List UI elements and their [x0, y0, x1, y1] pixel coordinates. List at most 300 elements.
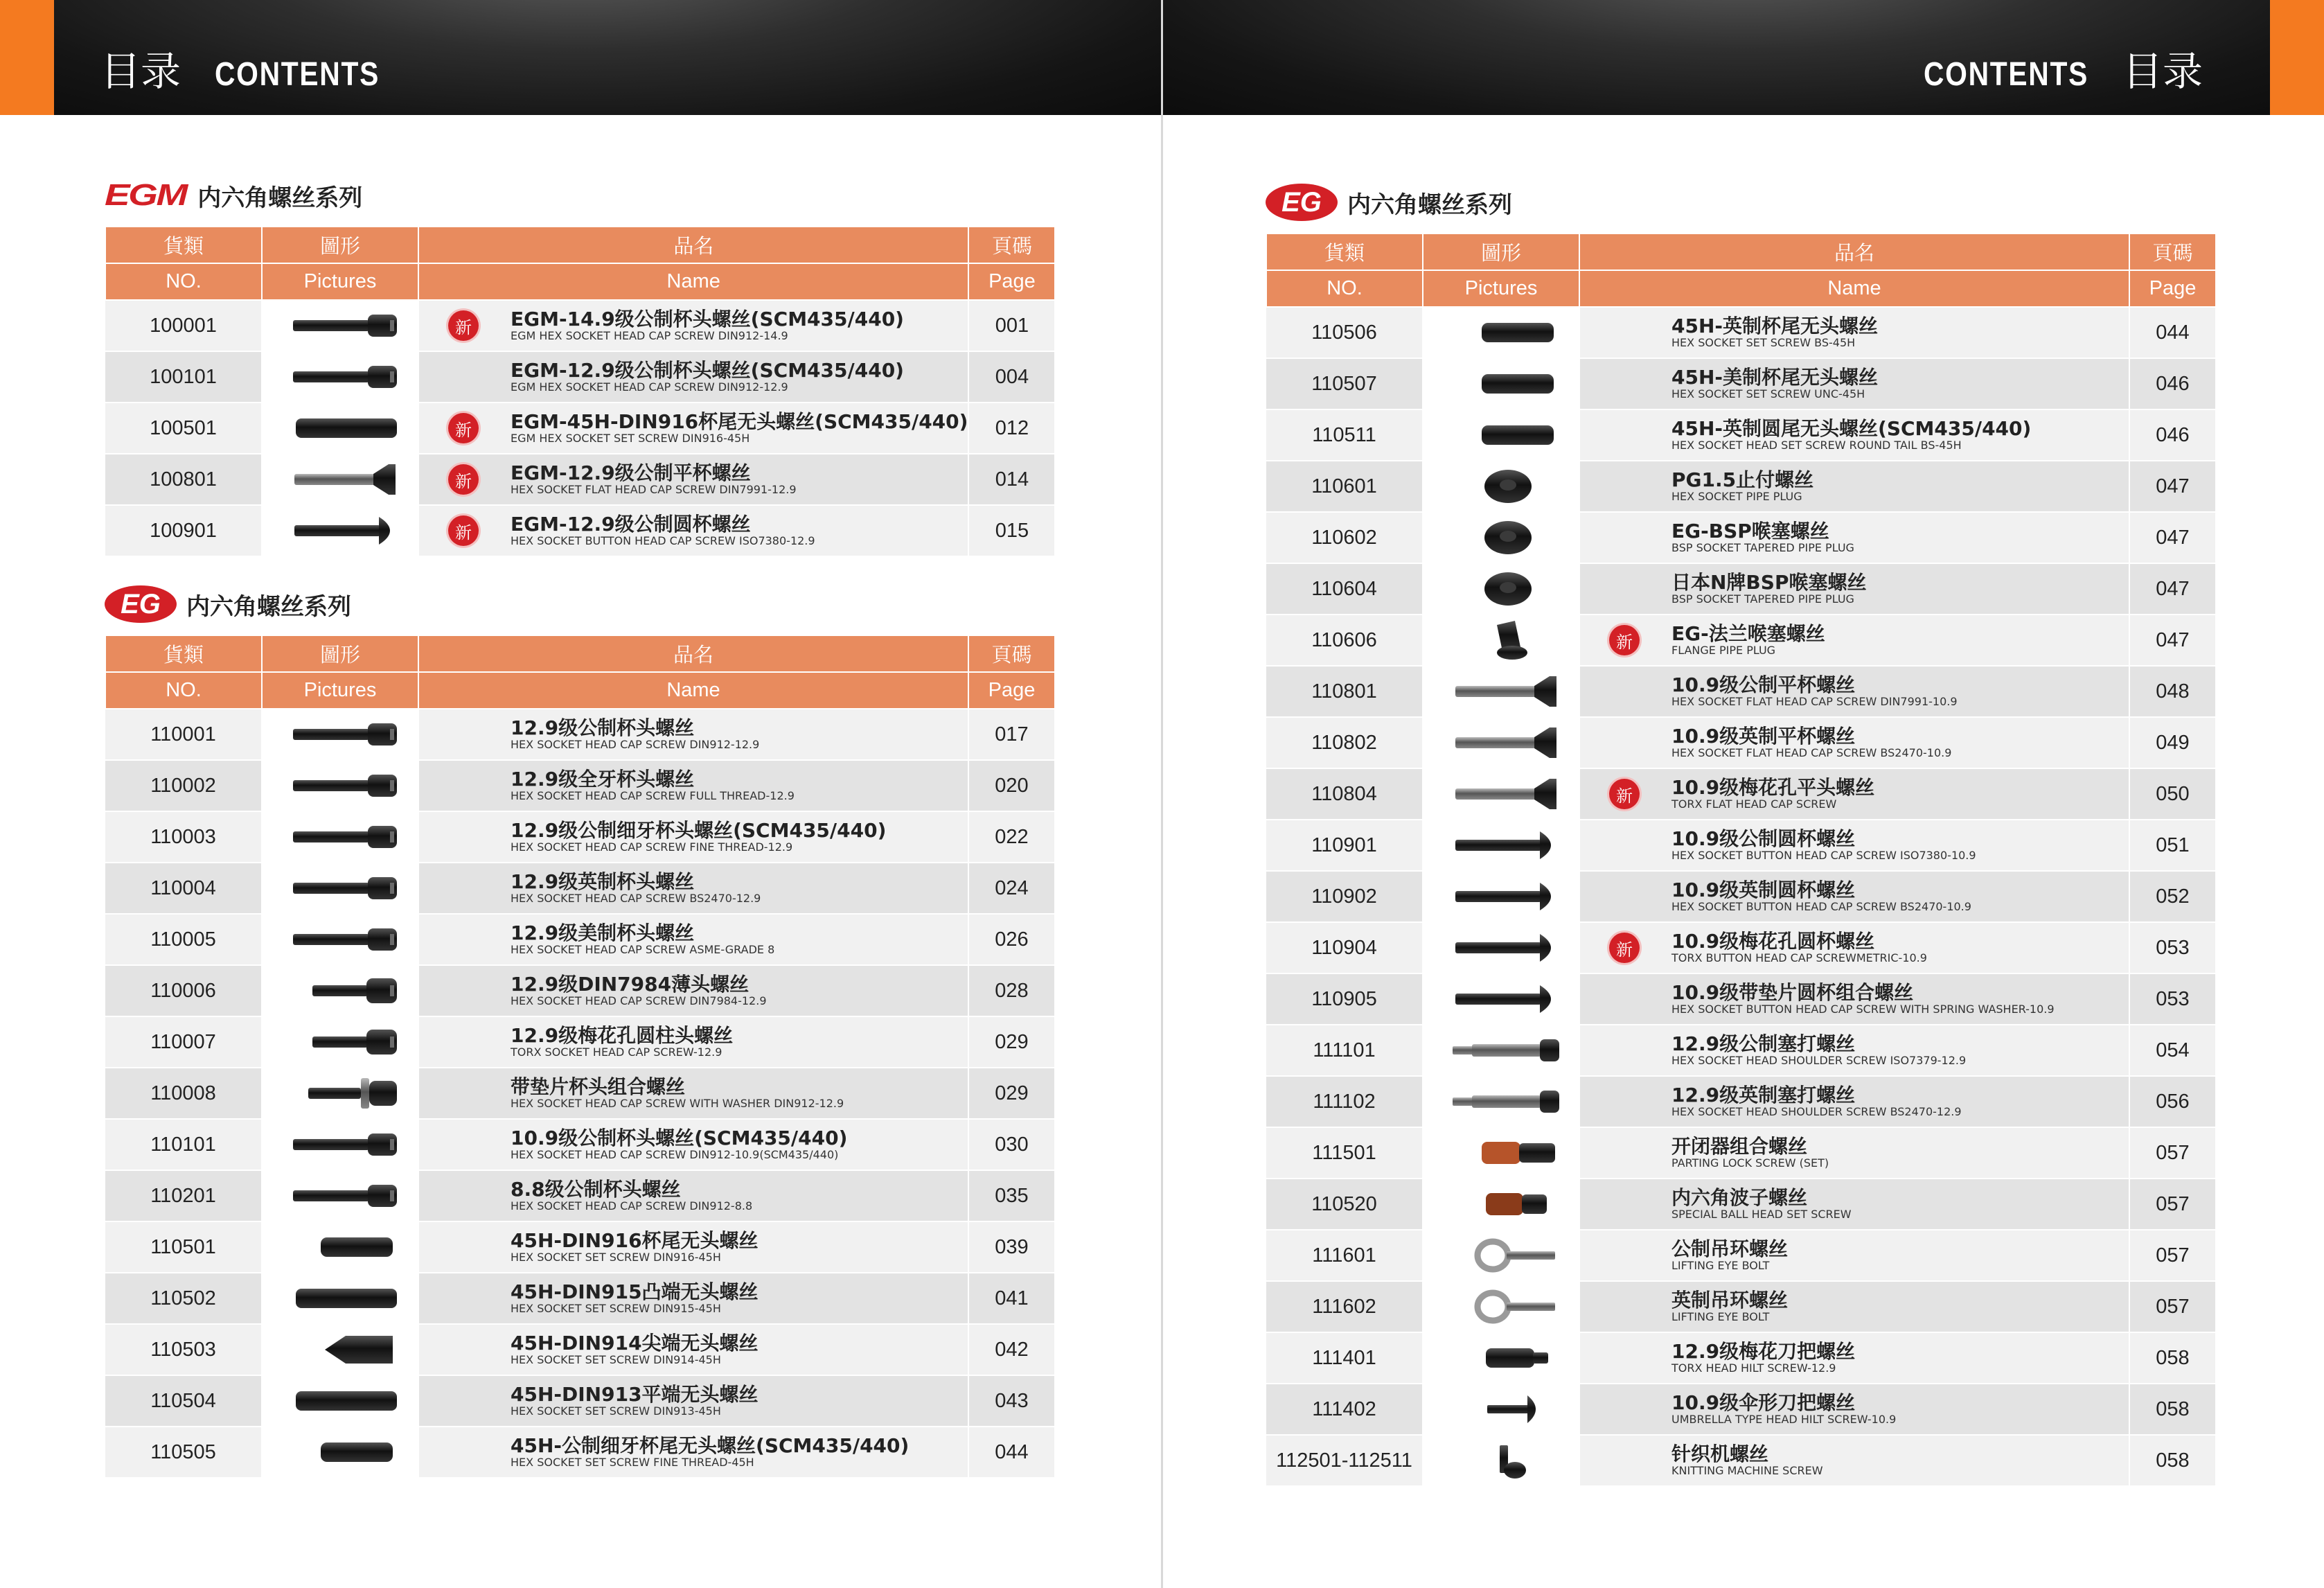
- page-number[interactable]: 057: [2129, 1230, 2216, 1281]
- item-name-en: HEX SOCKET HEAD CAP SCREW ASME-GRADE 8: [511, 943, 775, 956]
- item-number: 100001: [105, 300, 262, 351]
- page-title: [100, 39, 394, 97]
- page-number[interactable]: 017: [968, 709, 1055, 760]
- page-number[interactable]: 035: [968, 1170, 1055, 1221]
- item-name: [1579, 871, 2129, 922]
- section-title-text: 内六角螺丝系列: [1347, 191, 1512, 219]
- item-name-cn: 内六角波子螺丝: [1671, 1186, 1808, 1209]
- short-set-screw-icon: [1423, 358, 1579, 409]
- item-number: 110002: [105, 760, 262, 811]
- ball-set-screw-icon: [1423, 1179, 1579, 1230]
- page-number[interactable]: 029: [968, 1016, 1055, 1068]
- short-set-screw-icon: [262, 1427, 418, 1478]
- table-row[interactable]: [1266, 1384, 2216, 1435]
- page-number[interactable]: 046: [2129, 358, 2216, 409]
- item-name-cn: PG1.5止付螺丝: [1671, 468, 1814, 491]
- item-name-cn: 12.9级公制细牙杯头螺丝(SCM435/440): [511, 819, 887, 842]
- page-number[interactable]: 057: [2129, 1281, 2216, 1332]
- cap-screw-icon: [262, 1119, 418, 1170]
- table-row[interactable]: [1266, 922, 2216, 973]
- item-number: 110504: [105, 1375, 262, 1427]
- item-name-cn: EG-法兰喉塞螺丝: [1671, 622, 1825, 645]
- item-name-en: HEX SOCKET SET SCREW BS-45H: [1671, 336, 1856, 349]
- table-header-row: [105, 227, 1055, 263]
- table-row[interactable]: [1266, 820, 2216, 871]
- page-number[interactable]: 029: [968, 1068, 1055, 1119]
- table-row[interactable]: [105, 914, 1055, 965]
- item-name-cn: EGM-12.9级公制杯头螺丝(SCM435/440): [511, 359, 904, 382]
- short-set-screw-icon: [1423, 409, 1579, 461]
- table-header-row: [105, 672, 1055, 709]
- item-name-cn: 45H-美制杯尾无头螺丝: [1671, 366, 1879, 389]
- item-name-cn: 10.9级英制平杯螺丝: [1671, 725, 1856, 748]
- new-badge: 新: [1609, 779, 1640, 809]
- page-number[interactable]: 047: [2129, 461, 2216, 512]
- cap-screw-icon: [262, 914, 418, 965]
- item-name: [418, 914, 968, 965]
- washer-screw-icon: [262, 1068, 418, 1119]
- item-number: 111601: [1266, 1230, 1423, 1281]
- item-number: 110502: [105, 1273, 262, 1324]
- table-row[interactable]: [105, 760, 1055, 811]
- item-name: [1579, 1384, 2129, 1435]
- item-name: [418, 863, 968, 914]
- page-number[interactable]: 044: [2129, 307, 2216, 358]
- item-name-en: HEX SOCKET SET SCREW DIN913-45H: [511, 1404, 721, 1418]
- item-name-en: FLANGE PIPE PLUG: [1671, 644, 1776, 657]
- item-name: [1579, 666, 2129, 717]
- column-header: Name: [418, 672, 968, 709]
- page-title: [1909, 39, 2203, 97]
- page-number[interactable]: 012: [968, 403, 1055, 454]
- column-header: Name: [1579, 270, 2129, 307]
- eg-logo: EG: [1266, 184, 1338, 221]
- page-number[interactable]: 022: [968, 811, 1055, 863]
- column-header: 貨類: [1266, 233, 1423, 270]
- item-name-cn: 12.9级公制塞打螺丝: [1671, 1032, 1856, 1055]
- item-name-cn: 12.9级全牙杯头螺丝: [511, 768, 695, 791]
- item-name: [418, 760, 968, 811]
- column-header: 圖形: [262, 227, 418, 263]
- item-number: 110506: [1266, 307, 1423, 358]
- item-number: 111402: [1266, 1384, 1423, 1435]
- orange-accent-bar: [2270, 0, 2324, 115]
- column-header: 頁碼: [968, 635, 1055, 672]
- table-header-row: [1266, 233, 2216, 270]
- page-number[interactable]: 050: [2129, 768, 2216, 820]
- item-name-en: TORX HEAD HILT SCREW-12.9: [1671, 1361, 1836, 1375]
- item-name-cn: 10.9级梅花孔圆杯螺丝: [1671, 930, 1875, 953]
- column-header: Page: [2129, 270, 2216, 307]
- section-title: [105, 583, 1056, 625]
- item-name-cn: 45H-DIN913平端无头螺丝: [511, 1383, 759, 1406]
- page-number[interactable]: 057: [2129, 1127, 2216, 1179]
- item-name-en: HEX SOCKET SET SCREW UNC-45H: [1671, 387, 1865, 400]
- title-en: CONTENTS: [215, 56, 380, 93]
- item-name: [1579, 358, 2129, 409]
- page-number[interactable]: 001: [968, 300, 1055, 351]
- item-name-cn: 10.9级带垫片圆杯组合螺丝: [1671, 981, 1914, 1004]
- column-header: NO.: [1266, 270, 1423, 307]
- item-name-en: HEX SOCKET HEAD CAP SCREW FINE THREAD-12.9: [511, 840, 793, 854]
- item-name-cn: 带垫片杯头组合螺丝: [511, 1075, 686, 1098]
- item-name-en: TORX SOCKET HEAD CAP SCREW-12.9: [511, 1046, 722, 1059]
- item-name-cn: 日本N牌BSP喉塞螺丝: [1671, 571, 1867, 594]
- table-row[interactable]: [1266, 871, 2216, 922]
- table-row[interactable]: [105, 1068, 1055, 1119]
- table-row[interactable]: [105, 1324, 1055, 1375]
- column-header: 圖形: [262, 635, 418, 672]
- item-name-en: BSP SOCKET TAPERED PIPE PLUG: [1671, 541, 1854, 554]
- column-header: Pictures: [262, 263, 418, 300]
- button-head-screw-icon: [1423, 820, 1579, 871]
- item-number: 100501: [105, 403, 262, 454]
- item-name: [1579, 820, 2129, 871]
- item-name-cn: 12.9级英制塞打螺丝: [1671, 1084, 1856, 1106]
- short-cap-screw-icon: [262, 965, 418, 1016]
- table-row[interactable]: [1266, 1179, 2216, 1230]
- page-number[interactable]: 044: [968, 1427, 1055, 1478]
- item-number: 110602: [1266, 512, 1423, 563]
- item-name: [1579, 307, 2129, 358]
- table-row[interactable]: [105, 505, 1055, 556]
- flat-head-screw-icon: [1423, 717, 1579, 768]
- item-name-cn: 45H-英制圆尾无头螺丝(SCM435/440): [1671, 417, 2032, 440]
- egm-section: [105, 175, 1056, 557]
- title-cn: 目录: [2122, 48, 2203, 95]
- item-name: [1579, 922, 2129, 973]
- item-number: 110801: [1266, 666, 1423, 717]
- item-name: [1579, 768, 2129, 820]
- page-number[interactable]: 053: [2129, 973, 2216, 1025]
- item-number: 110003: [105, 811, 262, 863]
- new-badge: 新: [1609, 933, 1640, 963]
- cap-screw-icon: [262, 760, 418, 811]
- table-row[interactable]: [1266, 615, 2216, 666]
- page-number[interactable]: 028: [968, 965, 1055, 1016]
- item-number: 110507: [1266, 358, 1423, 409]
- table-header-row: [1266, 270, 2216, 307]
- column-header: 圖形: [1423, 233, 1579, 270]
- page-number[interactable]: 042: [968, 1324, 1055, 1375]
- item-name: [1579, 461, 2129, 512]
- table-row[interactable]: [105, 351, 1055, 403]
- set-screw-icon: [262, 403, 418, 454]
- hilt-screw-icon: [1423, 1332, 1579, 1384]
- item-number: 110901: [1266, 820, 1423, 871]
- item-name-cn: 12.9级DIN7984薄头螺丝: [511, 973, 749, 996]
- section-title-text: 内六角螺丝系列: [197, 184, 363, 212]
- item-name-en: HEX SOCKET PIPE PLUG: [1671, 490, 1802, 503]
- item-name-en: HEX SOCKET HEAD CAP SCREW BS2470-12.9: [511, 892, 761, 905]
- page-number[interactable]: 054: [2129, 1025, 2216, 1076]
- item-name-cn: 10.9级伞形刀把螺丝: [1671, 1391, 1856, 1414]
- table-row[interactable]: [1266, 307, 2216, 358]
- item-number: 110606: [1266, 615, 1423, 666]
- parting-lock-screw-icon: [1423, 1127, 1579, 1179]
- item-number: 110007: [105, 1016, 262, 1068]
- item-name-en: SPECIAL BALL HEAD SET SCREW: [1671, 1208, 1852, 1221]
- item-name: [418, 1170, 968, 1221]
- page-number[interactable]: 026: [968, 914, 1055, 965]
- page-number[interactable]: 058: [2129, 1332, 2216, 1384]
- page-number[interactable]: 020: [968, 760, 1055, 811]
- item-name-en: HEX SOCKET SET SCREW DIN914-45H: [511, 1353, 721, 1366]
- item-name: [1579, 1076, 2129, 1127]
- new-badge: 新: [448, 515, 479, 546]
- table-row[interactable]: [105, 1119, 1055, 1170]
- column-header: Name: [418, 263, 968, 300]
- shoulder-screw-icon: [1423, 1076, 1579, 1127]
- cap-screw-icon: [262, 351, 418, 403]
- item-name-cn: 10.9级公制平杯螺丝: [1671, 673, 1856, 696]
- table-row[interactable]: [105, 403, 1055, 454]
- item-number: 110101: [105, 1119, 262, 1170]
- item-name: [418, 454, 968, 505]
- item-name: [418, 1016, 968, 1068]
- item-name: [1579, 563, 2129, 615]
- title-en: CONTENTS: [1923, 56, 2088, 93]
- item-name-en: HEX SOCKET FLAT HEAD CAP SCREW DIN7991-12.9: [511, 483, 797, 496]
- item-name: [418, 1324, 968, 1375]
- flat-head-screw-icon: [1423, 768, 1579, 820]
- knitting-screw-icon: [1423, 1435, 1579, 1486]
- item-name-en: HEX SOCKET HEAD SHOULDER SCREW ISO7379-12.9: [1671, 1054, 1967, 1067]
- new-badge: 新: [448, 310, 479, 341]
- page-number[interactable]: 046: [2129, 409, 2216, 461]
- item-number: 112501-112511: [1266, 1435, 1423, 1486]
- page-number[interactable]: 053: [2129, 922, 2216, 973]
- table-row[interactable]: [1266, 1025, 2216, 1076]
- eg-section-right: [1266, 182, 2217, 1487]
- table-row[interactable]: [105, 1016, 1055, 1068]
- header-left: [0, 0, 1162, 115]
- button-head-screw-icon: [1423, 922, 1579, 973]
- item-name-en: LIFTING EYE BOLT: [1671, 1259, 1770, 1272]
- item-name-en: HEX SOCKET BUTTON HEAD CAP SCREW BS2470-10.9: [1671, 900, 1971, 913]
- button-head-screw-icon: [1423, 973, 1579, 1025]
- item-name: [418, 300, 968, 351]
- item-name-cn: 12.9级美制杯头螺丝: [511, 921, 695, 944]
- item-name-en: HEX SOCKET HEAD SHOULDER SCREW BS2470-12.9: [1671, 1105, 1962, 1118]
- page-number[interactable]: 039: [968, 1221, 1055, 1273]
- table-row[interactable]: [1266, 973, 2216, 1025]
- item-name-en: EGM HEX SOCKET SET SCREW DIN916-45H: [511, 432, 750, 445]
- item-number: 110804: [1266, 768, 1423, 820]
- title-cn: 目录: [100, 48, 181, 95]
- item-name-en: EGM HEX SOCKET HEAD CAP SCREW DIN912-12.9: [511, 380, 788, 394]
- page-number[interactable]: 014: [968, 454, 1055, 505]
- item-name-cn: 10.9级公制圆杯螺丝: [1671, 827, 1856, 850]
- item-number: 110005: [105, 914, 262, 965]
- table-row[interactable]: [1266, 1076, 2216, 1127]
- item-number: 110520: [1266, 1179, 1423, 1230]
- item-name-en: HEX SOCKET FLAT HEAD CAP SCREW BS2470-10.9: [1671, 746, 1952, 759]
- page-number[interactable]: 052: [2129, 871, 2216, 922]
- item-name: [1579, 1127, 2129, 1179]
- page-number[interactable]: 058: [2129, 1435, 2216, 1486]
- item-name-en: HEX SOCKET SET SCREW DIN915-45H: [511, 1302, 721, 1315]
- flange-plug-icon: [1423, 615, 1579, 666]
- item-number: 110902: [1266, 871, 1423, 922]
- item-number: 100901: [105, 505, 262, 556]
- item-number: 111602: [1266, 1281, 1423, 1332]
- table-row[interactable]: [1266, 409, 2216, 461]
- column-header: 品名: [1579, 233, 2129, 270]
- item-name-cn: 12.9级英制杯头螺丝: [511, 870, 695, 893]
- table-row[interactable]: [105, 1375, 1055, 1427]
- page-number[interactable]: 015: [968, 505, 1055, 556]
- table-row[interactable]: [105, 1221, 1055, 1273]
- table-header-row: [105, 263, 1055, 300]
- column-header: NO.: [105, 672, 262, 709]
- short-set-screw-icon: [1423, 307, 1579, 358]
- table-row[interactable]: [105, 1273, 1055, 1324]
- item-number: 100101: [105, 351, 262, 403]
- pipe-plug-icon: [1423, 563, 1579, 615]
- item-name-en: PARTING LOCK SCREW (SET): [1671, 1156, 1829, 1170]
- item-name: [1579, 1179, 2129, 1230]
- item-number: 110604: [1266, 563, 1423, 615]
- table-row[interactable]: [1266, 461, 2216, 512]
- item-name-en: HEX SOCKET HEAD CAP SCREW FULL THREAD-12.9: [511, 789, 795, 802]
- orange-accent-bar: [0, 0, 54, 115]
- table-row[interactable]: [1266, 1127, 2216, 1179]
- contents-table: [105, 635, 1056, 1479]
- table-row[interactable]: [1266, 358, 2216, 409]
- table-row[interactable]: [1266, 1332, 2216, 1384]
- set-screw-icon: [262, 1273, 418, 1324]
- item-name: [1579, 512, 2129, 563]
- table-row[interactable]: [1266, 666, 2216, 717]
- table-row[interactable]: [1266, 1230, 2216, 1281]
- item-name-en: UMBRELLA TYPE HEAD HILT SCREW-10.9: [1671, 1413, 1897, 1426]
- item-name: [1579, 1230, 2129, 1281]
- item-name-en: HEX SOCKET HEAD SET SCREW ROUND TAIL BS-45H: [1671, 439, 1962, 452]
- item-name-cn: 45H-DIN916杯尾无头螺丝: [511, 1229, 759, 1252]
- new-badge: 新: [448, 464, 479, 495]
- page-number[interactable]: 041: [968, 1273, 1055, 1324]
- item-number: 110201: [105, 1170, 262, 1221]
- table-row[interactable]: [105, 300, 1055, 351]
- item-number: 110802: [1266, 717, 1423, 768]
- page-number[interactable]: 047: [2129, 615, 2216, 666]
- cap-screw-icon: [262, 863, 418, 914]
- eg-logo: EG: [105, 585, 177, 623]
- table-row[interactable]: [1266, 717, 2216, 768]
- table-row[interactable]: [105, 454, 1055, 505]
- item-name: [418, 1119, 968, 1170]
- column-header: 頁碼: [968, 227, 1055, 263]
- item-name: [418, 811, 968, 863]
- item-number: 111401: [1266, 1332, 1423, 1384]
- item-name-cn: 45H-公制细牙杯尾无头螺丝(SCM435/440): [511, 1434, 910, 1457]
- item-name-en: HEX SOCKET SET SCREW FINE THREAD-45H: [511, 1456, 754, 1469]
- eye-bolt-icon: [1423, 1281, 1579, 1332]
- table-row[interactable]: [1266, 768, 2216, 820]
- contents-table: [105, 226, 1056, 557]
- item-number: 110501: [105, 1221, 262, 1273]
- item-number: 110905: [1266, 973, 1423, 1025]
- table-row[interactable]: [1266, 1435, 2216, 1486]
- item-name: [418, 1375, 968, 1427]
- item-name-en: HEX SOCKET SET SCREW DIN916-45H: [511, 1251, 721, 1264]
- item-name-cn: 公制吊环螺丝: [1671, 1237, 1789, 1260]
- page-number[interactable]: 030: [968, 1119, 1055, 1170]
- item-name: [1579, 1332, 2129, 1384]
- item-name: [418, 403, 968, 454]
- table-row[interactable]: [105, 1170, 1055, 1221]
- item-name-cn: 45H-英制杯尾无头螺丝: [1671, 315, 1879, 337]
- table-row[interactable]: [1266, 563, 2216, 615]
- cap-screw-icon: [262, 300, 418, 351]
- item-name: [418, 505, 968, 556]
- item-name-cn: 45H-DIN915凸端无头螺丝: [511, 1280, 759, 1303]
- page-number[interactable]: 004: [968, 351, 1055, 403]
- item-number: 110004: [105, 863, 262, 914]
- item-name-en: HEX SOCKET HEAD CAP SCREW DIN912-10.9(SCM435/440): [511, 1148, 839, 1161]
- item-name: [1579, 1435, 2129, 1486]
- column-header: Page: [968, 672, 1055, 709]
- page-number[interactable]: 057: [2129, 1179, 2216, 1230]
- item-name-en: EGM HEX SOCKET HEAD CAP SCREW DIN912-14.9: [511, 329, 788, 342]
- item-name-en: HEX SOCKET HEAD CAP SCREW DIN912-8.8: [511, 1199, 753, 1212]
- new-badge: 新: [1609, 625, 1640, 655]
- item-name-cn: 10.9级梅花孔平头螺丝: [1671, 776, 1875, 799]
- table-row[interactable]: [1266, 1281, 2216, 1332]
- table-row[interactable]: [105, 709, 1055, 760]
- page-number[interactable]: 048: [2129, 666, 2216, 717]
- table-header-row: [105, 635, 1055, 672]
- item-name: [418, 1273, 968, 1324]
- item-name: [1579, 717, 2129, 768]
- item-name: [418, 351, 968, 403]
- page-number[interactable]: 043: [968, 1375, 1055, 1427]
- cap-screw-icon: [262, 709, 418, 760]
- section-title-text: 内六角螺丝系列: [186, 592, 351, 621]
- eg-section-left: [105, 583, 1056, 1479]
- item-name-cn: 45H-DIN914尖端无头螺丝: [511, 1332, 759, 1355]
- item-name: [418, 709, 968, 760]
- item-name-en: HEX SOCKET BUTTON HEAD CAP SCREW WITH SPRING WASHER-10.9: [1671, 1003, 2055, 1016]
- item-name-cn: EGM-12.9级公制圆杯螺丝: [511, 513, 751, 536]
- page-number[interactable]: 047: [2129, 512, 2216, 563]
- item-name: [1579, 615, 2129, 666]
- page-number[interactable]: 051: [2129, 820, 2216, 871]
- table-row[interactable]: [105, 965, 1055, 1016]
- column-header: NO.: [105, 263, 262, 300]
- column-header: 品名: [418, 227, 968, 263]
- contents-table: [1266, 233, 2217, 1487]
- button-head-screw-icon: [1423, 871, 1579, 922]
- page-number[interactable]: 056: [2129, 1076, 2216, 1127]
- table-row[interactable]: [105, 863, 1055, 914]
- page-number[interactable]: 058: [2129, 1384, 2216, 1435]
- page-number[interactable]: 049: [2129, 717, 2216, 768]
- item-name-cn: 10.9级英制圆杯螺丝: [1671, 879, 1856, 901]
- page-number[interactable]: 024: [968, 863, 1055, 914]
- item-name: [1579, 1281, 2129, 1332]
- eye-bolt-icon: [1423, 1230, 1579, 1281]
- item-name: [1579, 973, 2129, 1025]
- item-number: 111501: [1266, 1127, 1423, 1179]
- page-number[interactable]: 047: [2129, 563, 2216, 615]
- table-row[interactable]: [105, 811, 1055, 863]
- item-name-en: HEX SOCKET HEAD CAP SCREW WITH WASHER DIN912-12.9: [511, 1097, 844, 1110]
- flat-head-screw-icon: [1423, 666, 1579, 717]
- table-row[interactable]: [1266, 512, 2216, 563]
- table-row[interactable]: [105, 1427, 1055, 1478]
